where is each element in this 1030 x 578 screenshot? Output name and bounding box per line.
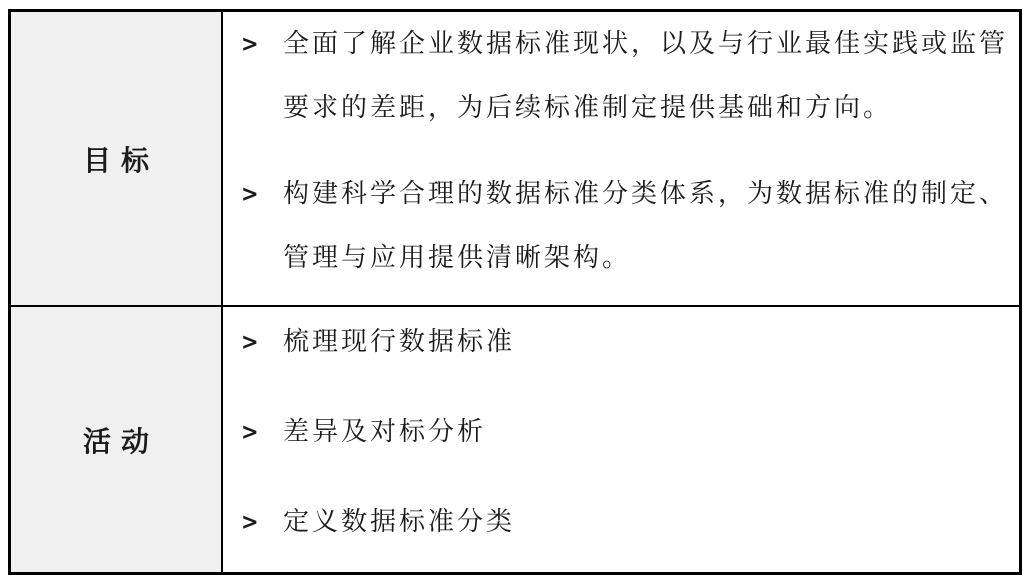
list-item-text: 梳理现行数据标准	[283, 327, 516, 357]
goal-row-label: 目标	[82, 143, 159, 177]
table-row-goal	[11, 12, 1019, 307]
list-item-text: 构建科学合理的数据标准分类体系，为数据标准的制定、管理与应用提供清晰架构。	[283, 179, 1009, 273]
list-item	[241, 162, 1013, 290]
table-row-activity	[11, 307, 1019, 572]
arrow-bullet-icon: >	[241, 328, 259, 356]
list-item	[241, 400, 1013, 464]
arrow-bullet-icon: >	[241, 508, 259, 536]
arrow-bullet-icon: >	[241, 418, 259, 446]
list-item-text: 差异及对标分析	[283, 417, 487, 447]
arrow-bullet-icon: >	[241, 180, 259, 208]
activity-label-cell	[11, 307, 223, 572]
list-item	[241, 12, 1013, 140]
goal-content-cell	[223, 12, 1019, 305]
goal-label-cell	[11, 12, 223, 305]
list-item	[241, 310, 1013, 374]
list-item	[241, 490, 1013, 554]
arrow-bullet-icon: >	[241, 30, 259, 58]
activity-content-cell	[223, 307, 1019, 572]
list-item-text: 全面了解企业数据标准现状，以及与行业最佳实践或监管要求的差距，为后续标准制定提供基础和方向。	[283, 29, 1009, 123]
list-item-text: 定义数据标准分类	[283, 507, 516, 537]
activity-row-label: 活动	[82, 424, 159, 458]
objectives-activities-table	[8, 9, 1022, 575]
